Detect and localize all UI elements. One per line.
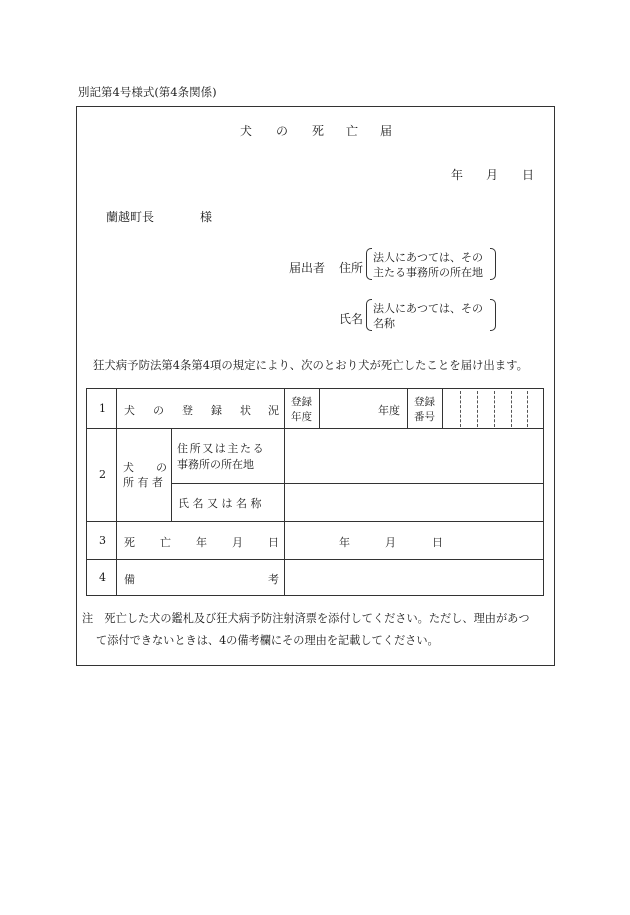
owner-address-label: 事務所の所在地: [177, 458, 254, 471]
reg-number-box-divider: [477, 391, 478, 427]
row1-label-char: 状: [240, 404, 251, 417]
row1-label-char: 況: [268, 404, 279, 417]
row-divider: [171, 483, 543, 484]
row-divider: [87, 428, 543, 429]
title-char: 届: [380, 124, 393, 138]
death-month-unit: 月: [385, 536, 396, 549]
row-divider: [87, 521, 543, 522]
bracket-right: [490, 299, 496, 331]
row-divider: [87, 559, 543, 560]
col-divider: [407, 389, 408, 428]
row1-label-char: 登: [182, 404, 193, 417]
statement-text: 狂犬病予防法第4条第4項の規定により、次のとおり犬が死亡したことを届け出ます。: [93, 358, 529, 372]
owner-address-label: 住所又は主たる: [177, 442, 266, 455]
reg-number-box-divider: [494, 391, 495, 427]
bracket-left: [366, 248, 372, 280]
note-line: て添付できないときは、4の備考欄にその理由を記載してください。: [96, 634, 439, 647]
owner-label: 所 有 者: [123, 476, 163, 489]
title-char: 亡: [346, 124, 359, 138]
reg-number-box-divider: [460, 391, 461, 427]
title-char: の: [276, 124, 289, 138]
date-day: 日: [522, 168, 535, 182]
addressee-honorific: 様: [200, 210, 213, 224]
row1-label-char: の: [153, 404, 164, 417]
applicant-address-label: 住所: [339, 261, 364, 275]
row-number: 3: [99, 534, 106, 547]
row3-label-char: 月: [232, 536, 243, 549]
applicant-label: 届出者: [289, 261, 326, 275]
col-divider: [319, 389, 320, 428]
reg-year-label: 年度: [291, 411, 312, 423]
applicant-name-label: 氏名: [339, 312, 364, 326]
name-note-line1: 法人にあつては、その: [373, 302, 483, 315]
bracket-right: [490, 248, 496, 280]
col-divider: [442, 389, 443, 428]
row3-label-char: 日: [268, 536, 279, 549]
reg-number-label: 登録: [414, 396, 435, 408]
row-number: 2: [99, 468, 106, 481]
form-number-label: 別記第4号様式(第4条関係): [78, 85, 217, 99]
row1-label-char: 犬: [124, 404, 135, 417]
note-line: 注 死亡した犬の鑑札及び狂犬病予防注射済票を添付してください。ただし、理由があつ: [82, 612, 530, 625]
date-month: 月: [486, 168, 499, 182]
addressee-name: 蘭越町長: [106, 210, 155, 224]
row3-label-char: 死: [124, 536, 135, 549]
reg-year-label: 登録: [291, 396, 312, 408]
col-divider: [171, 428, 172, 521]
remarks-label: 考: [268, 573, 279, 586]
col-divider: [284, 389, 285, 595]
row3-label-char: 亡: [160, 536, 171, 549]
owner-label: 犬 の: [123, 461, 167, 474]
date-year: 年: [451, 168, 464, 182]
title-char: 死: [312, 124, 325, 138]
row1-label-char: 録: [211, 404, 222, 417]
reg-number-box-divider: [527, 391, 528, 427]
address-note-line2: 主たる事務所の所在地: [373, 266, 483, 279]
name-note-line2: 名称: [373, 317, 395, 330]
title-char: 犬: [240, 124, 253, 138]
row-number: 1: [99, 402, 106, 415]
row3-label-char: 年: [196, 536, 207, 549]
col-divider: [116, 389, 117, 595]
death-year-unit: 年: [339, 536, 350, 549]
reg-number-label: 番号: [414, 411, 435, 423]
owner-name-label: 氏 名 又 は 名 称: [178, 497, 262, 510]
remarks-label: 備: [124, 573, 135, 586]
bracket-left: [366, 299, 372, 331]
dog-info-table: [86, 388, 544, 596]
row-number: 4: [99, 571, 106, 584]
death-day-unit: 日: [432, 536, 443, 549]
address-note-line1: 法人にあつては、その: [373, 251, 483, 264]
reg-number-box-divider: [511, 391, 512, 427]
reg-year-value: 年度: [378, 404, 400, 417]
